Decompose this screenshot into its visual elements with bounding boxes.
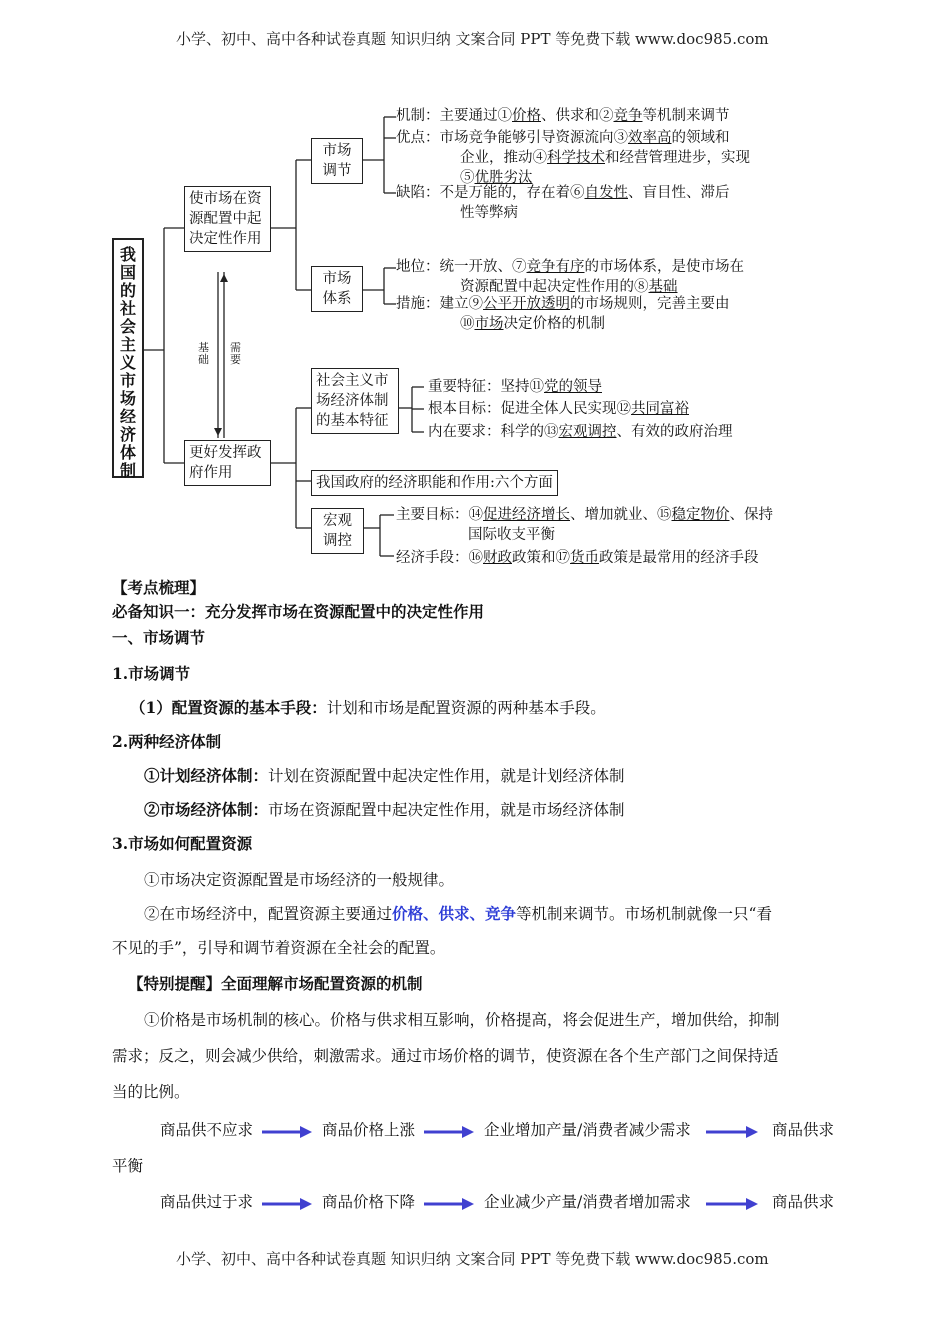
flow-reduce-output: 企业减少产量/消费者增加需求: [484, 1193, 691, 1211]
paragraph-invisible-hand: 不见的手”，引导和调节着资源在全社会的配置。: [112, 939, 446, 957]
flow-arrow: [262, 1198, 312, 1210]
status-line: 地位：统一开放、⑦竞争有序的市场体系，是使市场在 资源配置中起决定性作用的⑧基础: [396, 259, 744, 295]
root-node: 我 国 的 社 会 主 义 市 场 经 济 体 制: [112, 238, 144, 478]
flow-arrow: [706, 1126, 758, 1138]
reminder-line-3: 当的比例。: [112, 1083, 190, 1101]
link-basis-label: 基础: [198, 341, 209, 366]
mechanism-line: 机制：主要通过①价格、供求和②竞争等机制来调节: [396, 108, 730, 124]
node-government-role: 更好发挥政府作用: [184, 440, 271, 486]
node-market-system: 市场体系: [311, 266, 363, 312]
node-market-decisive: 使市场在资源配置中起决定性作用: [184, 186, 271, 252]
node-market-regulation: 市场调节: [311, 138, 363, 184]
paragraph-basic-means: （1）配置资源的基本手段：计划和市场是配置资源的两种基本手段。: [130, 698, 606, 717]
advantage-line: 优点：市场竞争能够引导资源流向③效率高的领域和 企业，推动④科学技术和经营管理进步，实现 ⑤优胜劣汰: [396, 130, 750, 186]
goal-line: 根本目标：促进全体人民实现⑫共同富裕: [428, 401, 689, 417]
node-socialist-features: 社会主义市场经济体制的基本特征: [311, 368, 399, 434]
section-title: 【考点梳理】: [112, 578, 206, 597]
heading-1: 1.市场调节: [112, 664, 191, 683]
flow-shortage: 商品供不应求: [160, 1121, 254, 1139]
requirement-line: 内在要求：科学的⑬宏观调控、有效的政府治理: [428, 424, 733, 440]
flow-arrow: [706, 1198, 758, 1210]
knowledge-heading: 必备知识一：充分发挥市场在资源配置中的决定性作用: [112, 602, 485, 621]
defect-line: 缺陷：不是万能的，存在着⑥自发性、盲目性、滞后 性等弊病: [396, 185, 730, 221]
paragraph-planned-economy: ①计划经济体制：计划在资源配置中起决定性作用，就是计划经济体制: [144, 766, 625, 785]
node-macro-control: 宏观调控: [311, 508, 364, 554]
page-footer: 小学、初中、高中各种试卷真题 知识归纳 文案合同 PPT 等免费下载 www.doc985.com: [176, 1250, 769, 1268]
heading-2: 2.两种经济体制: [112, 732, 222, 751]
link-need-label: 需要: [230, 341, 241, 366]
flow-price-rise: 商品价格上涨: [322, 1121, 416, 1139]
paragraph-market-mechanism: ②在市场经济中，配置资源主要通过价格、供求、竞争等机制来调节。市场机制就像一只“看: [144, 904, 772, 923]
feature-line: 重要特征：坚持⑪党的领导: [428, 379, 602, 395]
flow-surplus: 商品供过于求: [160, 1193, 254, 1211]
economic-means-line: 经济手段：⑯财政政策和⑰货币政策是最常用的经济手段: [396, 550, 759, 566]
special-reminder-heading: 【特别提醒】全面理解市场配置资源的机制: [128, 974, 423, 993]
flow-increase-output: 企业增加产量/消费者减少需求: [484, 1121, 691, 1139]
heading-market-regulation: 一、市场调节: [112, 628, 206, 647]
flow-balance: 平衡: [112, 1157, 144, 1175]
reminder-line-1: ①价格是市场机制的核心。价格与供求相互影响，价格提高，将会促进生产，增加供给，抑制: [144, 1011, 780, 1029]
macro-target-line: 主要目标：⑭促进经济增长、增加就业、⑮稳定物价、保持 国际收支平衡: [396, 507, 773, 543]
heading-3: 3.市场如何配置资源: [112, 834, 253, 853]
flow-supply-demand: 商品供求: [772, 1121, 835, 1139]
paragraph-general-law: ①市场决定资源配置是市场经济的一般规律。: [144, 871, 455, 889]
flow-arrow: [424, 1126, 474, 1138]
flow-price-fall: 商品价格下降: [322, 1193, 416, 1211]
flow-arrow: [262, 1126, 312, 1138]
paragraph-market-economy: ②市场经济体制：市场在资源配置中起决定性作用，就是市场经济体制: [144, 800, 625, 819]
reminder-line-2: 需求；反之，则会减少供给，刺激需求。通过市场价格的调节，使资源在各个生产部门之间保持适: [112, 1047, 779, 1065]
measure-line: 措施：建立⑨公平开放透明的市场规则，完善主要由 ⑩市场决定价格的机制: [396, 296, 730, 332]
node-gov-functions: 我国政府的经济职能和作用:六个方面: [311, 470, 558, 496]
page-header: 小学、初中、高中各种试卷真题 知识归纳 文案合同 PPT 等免费下载 www.doc985.com: [176, 30, 769, 48]
flow-supply-demand-2: 商品供求: [772, 1193, 835, 1211]
flow-arrow: [424, 1198, 474, 1210]
